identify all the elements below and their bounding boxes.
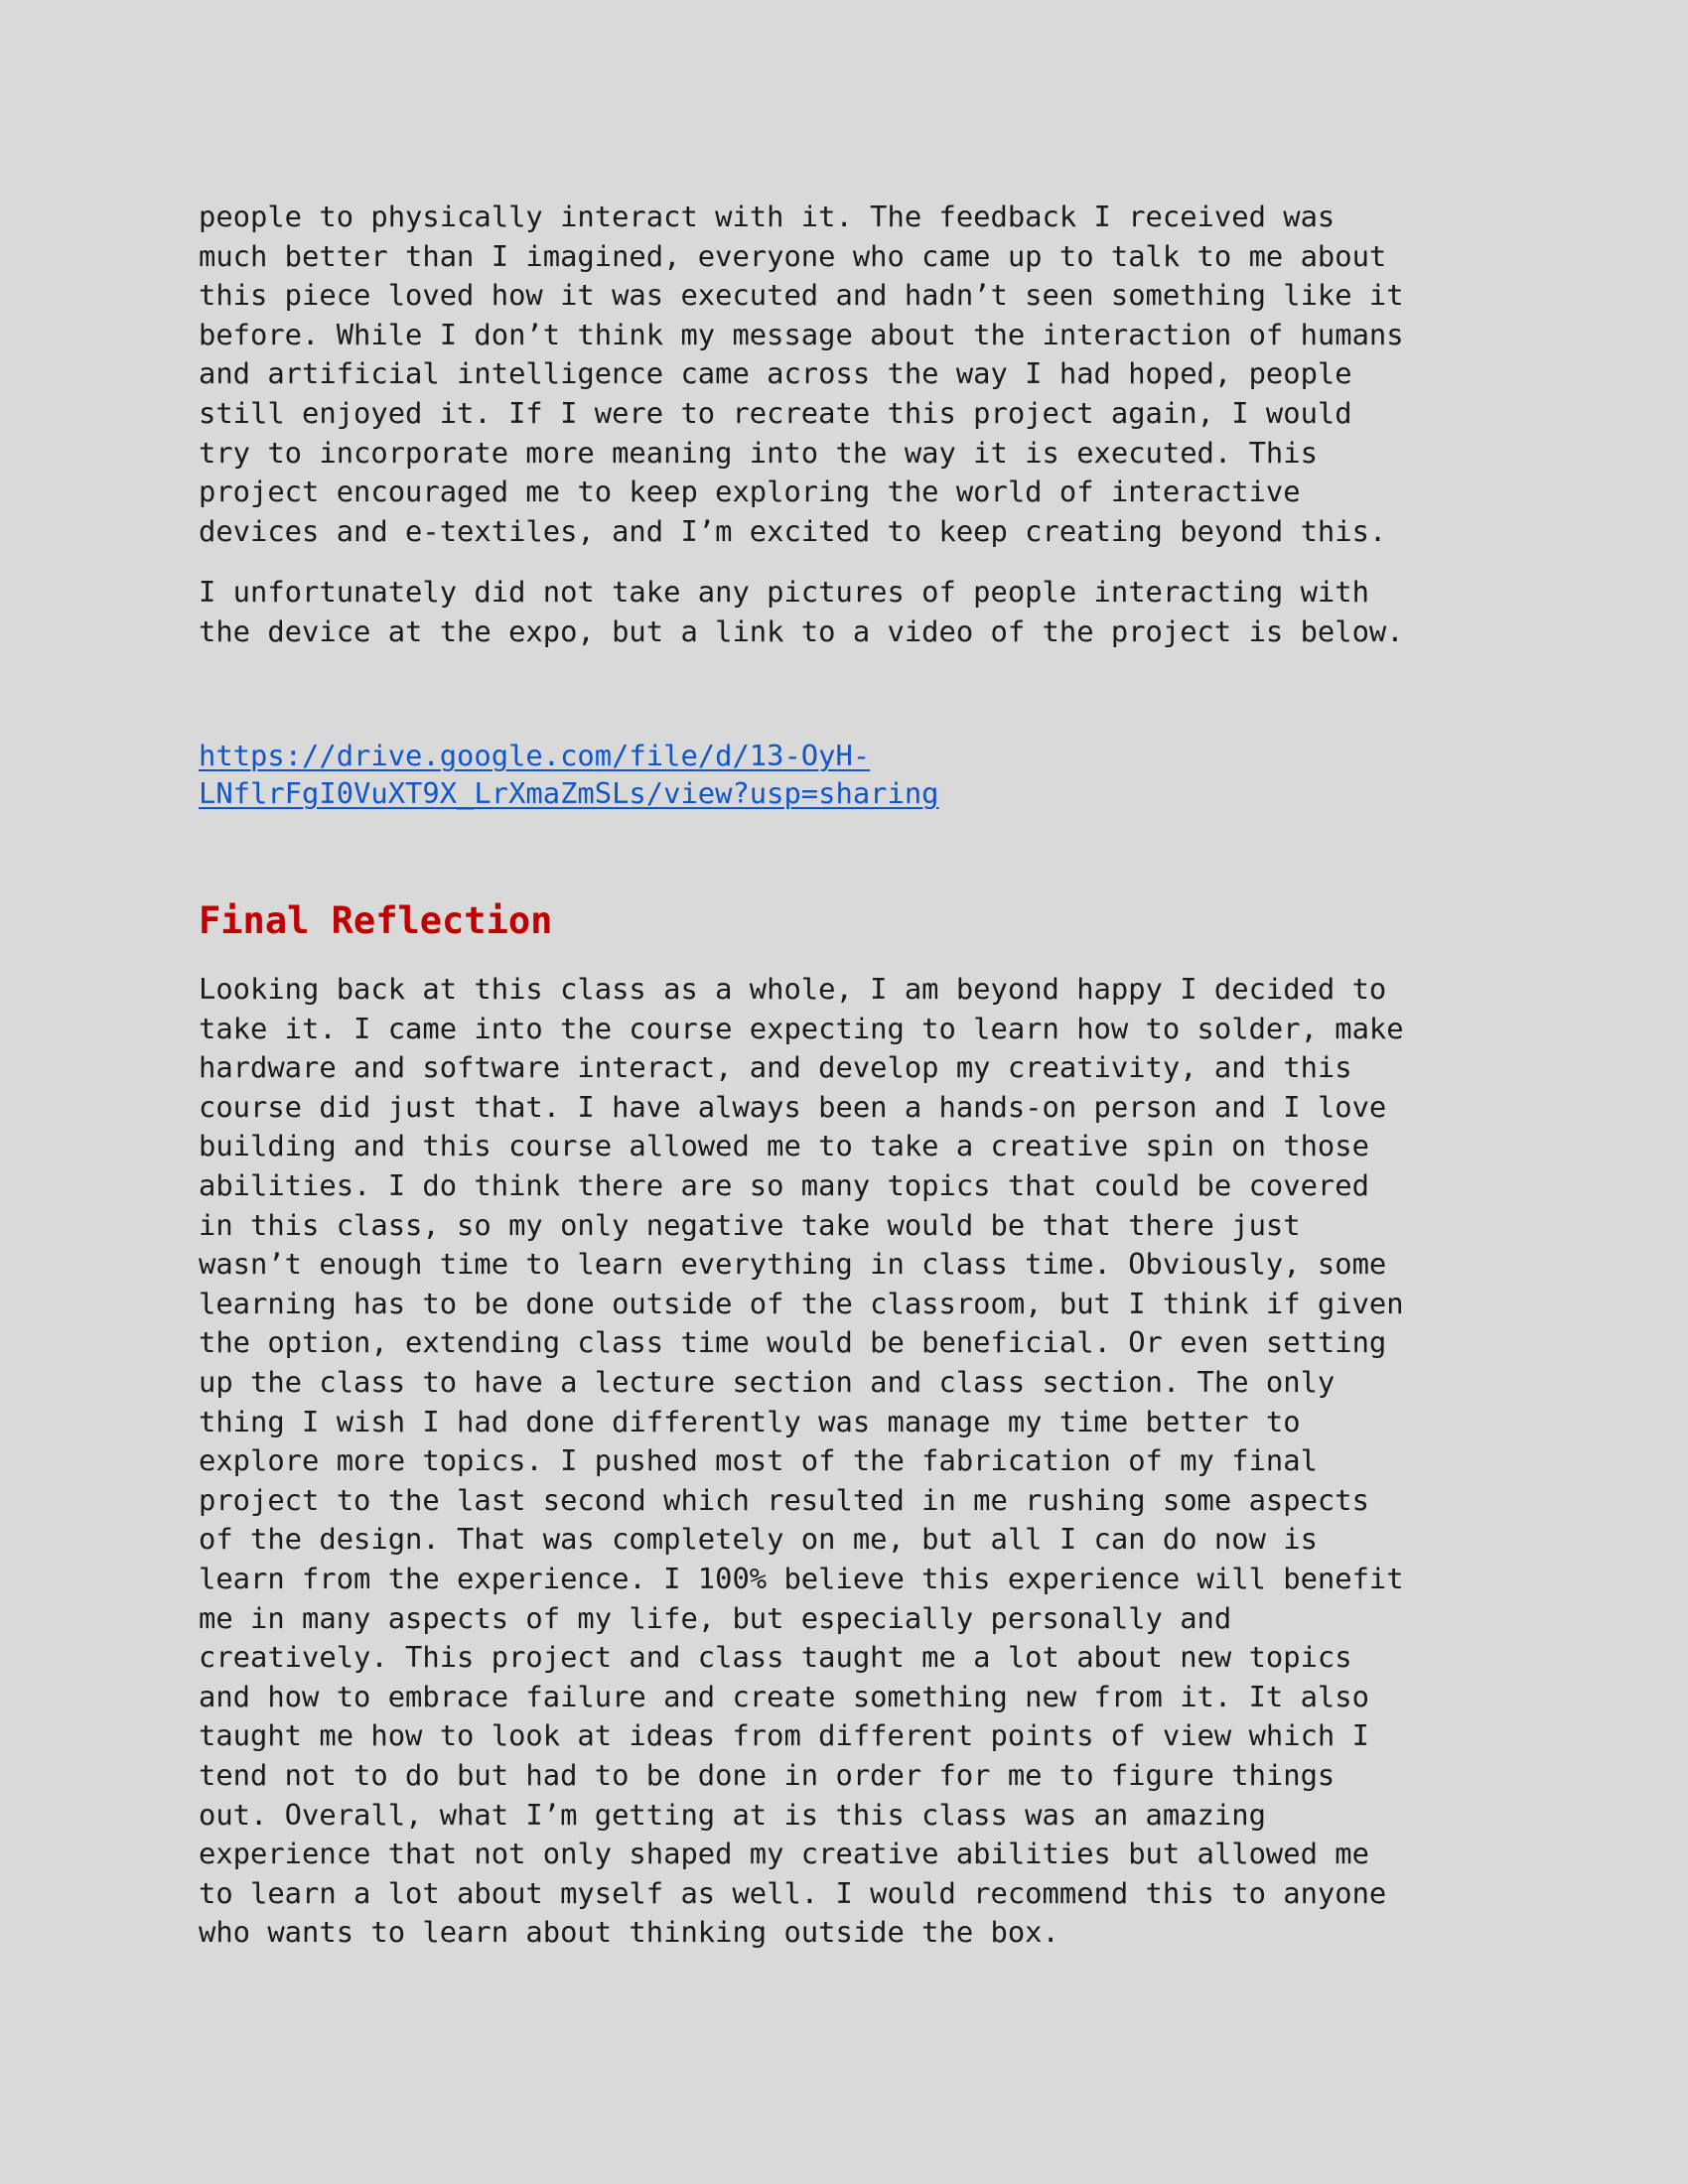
video-link-line-1[interactable]: https://drive.google.com/file/d/13-OyH- (199, 739, 871, 772)
video-note-line: the device at the expo, but a link to a video of the project is below. (199, 614, 1404, 648)
document-page (199, 0, 1509, 2184)
reflection-paragraph-line: learning has to be done outside of the classroom, but I think if given (199, 1287, 1404, 1320)
reflection-paragraph-line: learn from the experience. I 100% believe this experience will benefit (199, 1562, 1404, 1595)
intro-paragraph-line: devices and e-textiles, and I’m excited to keep creating beyond this. (199, 514, 1387, 548)
section-heading: Final Reflection (199, 899, 553, 942)
reflection-paragraph-line: building and this course allowed me to take a creative spin on those (199, 1129, 1369, 1162)
intro-paragraph-line: people to physically interact with it. The feedback I received was (199, 200, 1336, 233)
intro-paragraph-line: still enjoyed it. If I were to recreate this project again, I would (199, 396, 1352, 430)
reflection-paragraph-line: thing I wish I had done differently was manage my time better to (199, 1405, 1301, 1438)
intro-paragraph-line: and artificial intelligence came across the way I had hoped, people (199, 356, 1352, 390)
reflection-paragraph-line: tend not to do but had to be done in order for me to figure things (199, 1758, 1336, 1792)
reflection-paragraph-line: in this class, so my only negative take would be that there just (199, 1208, 1301, 1242)
reflection-paragraph-line: wasn’t enough time to learn everything in class time. Obviously, some (199, 1247, 1387, 1281)
reflection-paragraph-line: project to the last second which resulted in me rushing some aspects (199, 1483, 1369, 1517)
intro-paragraph-line: this piece loved how it was executed and hadn’t seen something like it (199, 278, 1404, 312)
reflection-paragraph-line: and how to embrace failure and create something new from it. It also (199, 1680, 1369, 1713)
reflection-paragraph-line: up the class to have a lecture section and class section. The only (199, 1365, 1336, 1399)
reflection-paragraph-line: creatively. This project and class taught me a lot about new topics (199, 1640, 1352, 1674)
video-link-line-2[interactable]: LNflrFgI0VuXT9X_LrXmaZmSLs/view?usp=sharing (199, 776, 939, 810)
video-note-line: I unfortunately did not take any pictures of people interacting with (199, 575, 1369, 609)
reflection-paragraph-line: abilities. I do think there are so many topics that could be covered (199, 1168, 1369, 1202)
reflection-paragraph-line: explore more topics. I pushed most of the fabrication of my final (199, 1443, 1318, 1477)
reflection-paragraph-line: taught me how to look at ideas from different points of view which I (199, 1718, 1369, 1752)
reflection-paragraph-line: me in many aspects of my life, but especially personally and (199, 1601, 1232, 1635)
reflection-paragraph-line: the option, extending class time would be beneficial. Or even setting (199, 1325, 1387, 1359)
intro-paragraph-line: project encouraged me to keep exploring the world of interactive (199, 475, 1301, 508)
reflection-paragraph-line: out. Overall, what I’m getting at is this class was an amazing (199, 1798, 1266, 1832)
reflection-paragraph-line: Looking back at this class as a whole, I am beyond happy I decided to (199, 972, 1387, 1006)
reflection-paragraph-line: who wants to learn about thinking outside the box. (199, 1915, 1059, 1949)
reflection-paragraph-line: to learn a lot about myself as well. I would recommend this to anyone (199, 1876, 1387, 1910)
intro-paragraph-line: try to incorporate more meaning into the way it is executed. This (199, 436, 1318, 470)
reflection-paragraph-line: course did just that. I have always been a hands-on person and I love (199, 1090, 1387, 1124)
reflection-paragraph-line: take it. I came into the course expecting to learn how to solder, make (199, 1012, 1404, 1045)
intro-paragraph-line: much better than I imagined, everyone who came up to talk to me about (199, 239, 1387, 273)
reflection-paragraph-line: of the design. That was completely on me, but all I can do now is (199, 1522, 1318, 1556)
reflection-paragraph-line: hardware and software interact, and develop my creativity, and this (199, 1050, 1352, 1084)
intro-paragraph-line: before. While I don’t think my message about the interaction of humans (199, 318, 1404, 351)
reflection-paragraph-line: experience that not only shaped my creative abilities but allowed me (199, 1837, 1369, 1870)
